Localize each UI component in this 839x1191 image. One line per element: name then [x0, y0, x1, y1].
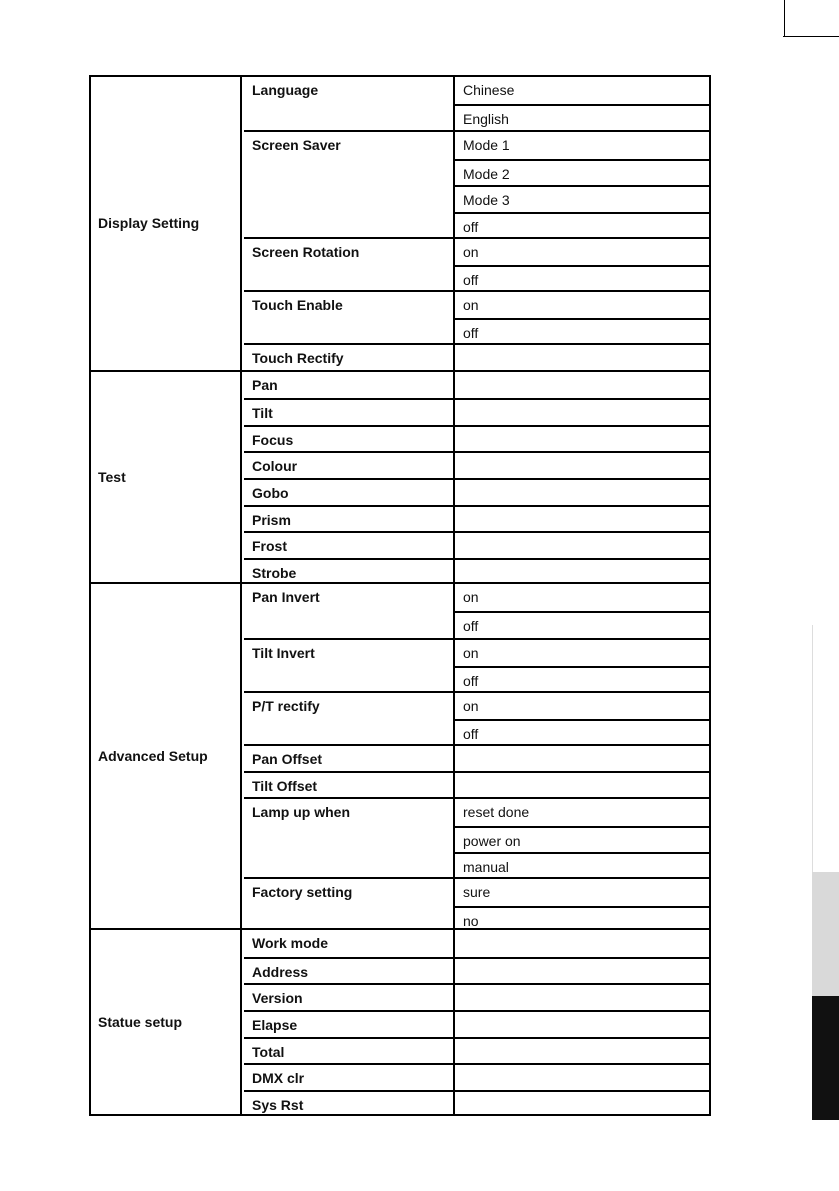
- menu-item: [244, 372, 709, 399]
- item-label: Work mode: [244, 930, 455, 957]
- group-label: Statue setup: [91, 930, 242, 1114]
- item-label: Total: [244, 1039, 455, 1064]
- option-cell: on: [463, 296, 479, 313]
- menu-item: [244, 290, 709, 343]
- option-cell-empty: [455, 400, 709, 427]
- option-cell: no: [455, 906, 709, 933]
- item-label: Pan: [244, 372, 455, 399]
- option-cell-empty: [455, 959, 709, 986]
- menu-item: [244, 930, 709, 957]
- item-label: Touch Rectify: [244, 345, 455, 370]
- item-label: P/T rectify: [244, 693, 455, 744]
- menu-group: [91, 582, 709, 928]
- option-cell: Chinese: [463, 82, 515, 98]
- menu-item: [244, 451, 709, 478]
- group-label: Advanced Setup: [91, 584, 242, 928]
- option-cell: Mode 1: [463, 137, 510, 154]
- item-label: Touch Enable: [244, 292, 455, 343]
- menu-item: [244, 343, 709, 370]
- option-cell-empty: [455, 1092, 709, 1119]
- item-label: Screen Saver: [244, 132, 455, 236]
- option-cell: off: [455, 318, 709, 345]
- item-label: Frost: [244, 533, 455, 558]
- item-label: Tilt Invert: [244, 640, 455, 691]
- item-label: Gobo: [244, 480, 455, 505]
- option-cell-empty: [455, 773, 709, 800]
- option-cell-empty: [455, 930, 709, 957]
- option-cell: on: [463, 243, 479, 260]
- option-cell: reset done: [463, 804, 530, 821]
- menu-item: [244, 983, 709, 1010]
- option-cell-empty: [455, 985, 709, 1012]
- item-label: Lamp up when: [244, 799, 455, 877]
- menu-group: [91, 370, 709, 583]
- menu-item: [244, 558, 709, 585]
- menu-structure-table: [89, 75, 711, 1116]
- option-cell: off: [455, 212, 709, 239]
- item-label: Factory setting: [244, 879, 455, 930]
- menu-group: [91, 77, 709, 370]
- menu-item: [244, 398, 709, 425]
- item-label: Focus: [244, 427, 455, 452]
- menu-item: [244, 1090, 709, 1117]
- menu-item: [244, 505, 709, 532]
- option-cell: off: [455, 666, 709, 693]
- item-label: Pan Invert: [244, 584, 455, 637]
- item-label: Elapse: [244, 1012, 455, 1037]
- menu-group: [91, 928, 709, 1114]
- crop-mark-horizontal: [783, 36, 839, 37]
- menu-item: [244, 1037, 709, 1064]
- option-cell: off: [455, 265, 709, 292]
- option-cell-empty: [455, 746, 709, 773]
- menu-item: [244, 425, 709, 452]
- option-cell: on: [463, 644, 479, 661]
- option-cell: off: [455, 719, 709, 746]
- option-cell-empty: [455, 1012, 709, 1039]
- item-label: Tilt: [244, 400, 455, 425]
- item-label: Sys Rst: [244, 1092, 455, 1117]
- option-cell-empty: [455, 1039, 709, 1066]
- menu-item: [244, 584, 709, 637]
- item-label: Colour: [244, 453, 455, 478]
- menu-item: [244, 638, 709, 691]
- item-label: Address: [244, 959, 455, 984]
- menu-item: [244, 1010, 709, 1037]
- option-cell: power on: [455, 826, 709, 853]
- item-label: Version: [244, 985, 455, 1010]
- menu-item: [244, 771, 709, 798]
- menu-item: [244, 531, 709, 558]
- option-cell-empty: [455, 345, 709, 372]
- option-cell: English: [455, 104, 709, 131]
- option-cell-empty: [455, 507, 709, 534]
- option-cell: on: [463, 589, 479, 606]
- item-label: Language: [244, 77, 455, 130]
- menu-item: [244, 77, 709, 130]
- menu-item: [244, 691, 709, 744]
- menu-item: [244, 797, 709, 877]
- option-cell-empty: [455, 1065, 709, 1092]
- menu-item: [244, 478, 709, 505]
- option-cell-empty: [455, 427, 709, 454]
- menu-item: [244, 957, 709, 984]
- option-cell-empty: [455, 480, 709, 507]
- item-label: Strobe: [244, 560, 455, 585]
- side-tab-gray: [812, 872, 839, 996]
- option-cell-empty: [455, 453, 709, 480]
- side-tab-black: [812, 996, 839, 1120]
- group-label: Test: [91, 372, 242, 583]
- menu-item: [244, 877, 709, 930]
- menu-item: [244, 130, 709, 236]
- group-label: Display Setting: [91, 77, 242, 370]
- menu-item: [244, 1063, 709, 1090]
- option-cell: off: [455, 611, 709, 638]
- option-cell-empty: [455, 372, 709, 399]
- option-cell: manual: [455, 852, 709, 879]
- menu-item: [244, 744, 709, 771]
- side-tab-light: [812, 625, 839, 872]
- option-cell: sure: [463, 883, 491, 900]
- item-label: Prism: [244, 507, 455, 532]
- option-cell: Mode 3: [455, 185, 709, 212]
- item-label: DMX clr: [244, 1065, 455, 1090]
- item-label: Pan Offset: [244, 746, 455, 771]
- menu-item: [244, 237, 709, 290]
- crop-mark-vertical: [784, 0, 785, 36]
- option-cell: on: [463, 697, 479, 714]
- item-label: Tilt Offset: [244, 773, 455, 798]
- item-label: Screen Rotation: [244, 239, 455, 290]
- option-cell: Mode 2: [455, 159, 709, 186]
- option-cell-empty: [455, 533, 709, 560]
